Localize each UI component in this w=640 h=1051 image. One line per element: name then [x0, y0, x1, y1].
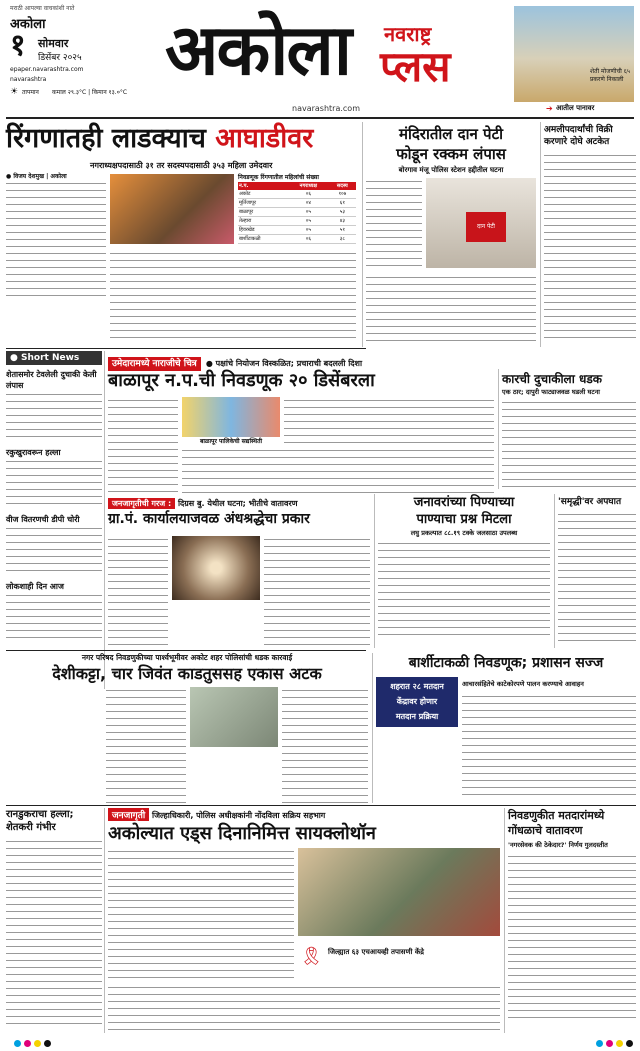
lead-subhead: नगराध्यक्षपदासाठी ३१ तर सदस्यपदासाठी ३५३ महिला उमेदवार	[90, 161, 273, 170]
th-chair: नगराध्यक्ष	[288, 182, 329, 190]
short-news-body	[6, 458, 102, 510]
barshitakli-story	[376, 653, 636, 803]
barshi-box-line-1: शहरात २८ मतदान	[390, 682, 444, 691]
th-np: न.प.	[238, 182, 288, 190]
water-sub: लघु प्रकल्पात ८८.१९ टक्के जलसाठा उपलब्ध	[410, 529, 518, 537]
balapur-cartoon	[182, 397, 280, 437]
registration-mark	[14, 1040, 21, 1047]
superstition-story	[108, 498, 370, 648]
table-cell: बार्शीटाकळी	[238, 235, 288, 244]
boar-headline-2: शेतकरी गंभीर	[6, 822, 56, 833]
women-photo	[110, 174, 234, 244]
barshi-box	[376, 677, 458, 727]
balapur-text-1	[108, 397, 178, 497]
newspaper-title: अकोला	[165, 9, 350, 91]
short-news-headline: रकुखुरावरून हल्ला	[6, 448, 61, 457]
brand-bottom: प्लस	[380, 42, 451, 91]
murtizapur-text	[508, 853, 636, 1023]
strip-text: ● पक्षांचे नियोजन विस्कळित; प्रचाराची बदलली दिशा	[205, 359, 363, 368]
temple-headline-1: मंदिरातील दान पेटी	[398, 125, 504, 143]
registration-mark	[44, 1040, 51, 1047]
aids-text-2	[108, 984, 500, 1030]
table-cell: १०७	[329, 190, 356, 199]
car-accident-story	[502, 371, 636, 489]
murtizapur-headline-1: निवडणुकीत मतदारांमध्ये	[508, 809, 605, 822]
table-cell: ३८	[329, 235, 356, 244]
lead-headline: रिंगणातही लाडक्याच आघाडीवर	[6, 123, 314, 154]
temple-columns	[366, 274, 536, 346]
table-row	[238, 190, 356, 199]
temple-sub: बोरगाव मंजू पोलिस स्टेशन हद्दीतील घटना	[398, 166, 504, 174]
promo-photo	[514, 6, 634, 102]
registration-mark	[606, 1040, 613, 1047]
car-text	[502, 399, 636, 489]
lead-columns	[110, 250, 356, 342]
short-news-headline: लोकशाही दिन आज	[6, 582, 64, 591]
barshi-text	[462, 693, 636, 801]
weather-icon: ☀	[10, 87, 19, 97]
superstition-text-1	[108, 536, 168, 646]
barshi-headline: बार्शीटाकळी निवडणूक; प्रशासन सज्ज	[408, 655, 604, 671]
table-cell: अकोट	[238, 190, 288, 199]
balapur-text-3	[284, 397, 494, 445]
short-news-body	[6, 391, 102, 443]
table-cell: ०६	[288, 235, 329, 244]
murtizapur-story	[508, 808, 636, 1033]
date-number: १	[10, 28, 26, 63]
drug-arrest-story	[544, 124, 636, 346]
table-row	[238, 217, 356, 226]
short-news-icon: ●	[10, 353, 18, 363]
table-cell: ०५	[288, 208, 329, 217]
weather-readout: कमाल २९.३°C | किमान १३.०°C	[52, 89, 128, 96]
car-headline: कारची दुचाकीला धडक	[502, 372, 603, 386]
table-cell: मूर्तिजापूर	[238, 199, 288, 208]
lead-kicker: ● विजय देशमुख | अकोला	[6, 173, 67, 180]
boar-headline-1: रानडुकराचा हल्ला;	[6, 809, 74, 820]
day-name: सोमवार	[38, 37, 69, 50]
aids-strap	[108, 808, 500, 821]
samruddhi-story	[558, 496, 636, 646]
akot-text-2	[282, 687, 368, 803]
website-url[interactable]: navarashtra.com	[292, 104, 360, 113]
aids-photo-caption: जिल्ह्यात ६३ एचआयव्ही तपासणी केंद्रे	[328, 948, 424, 956]
table-title: निवडणूक रिंगणातील महिलांची संख्या	[238, 174, 319, 181]
akot-headline: देशीकट्टा, चार जिवंत काडतुससह एकास अटक	[52, 664, 322, 683]
registration-mark	[626, 1040, 633, 1047]
aids-cyclothon-story	[108, 808, 500, 1033]
akot-text-1	[106, 687, 186, 803]
water-text	[378, 540, 550, 640]
th-member: सदस्य	[329, 182, 356, 190]
social-handle[interactable]: navarashtra	[10, 76, 47, 83]
drug-text	[544, 152, 636, 344]
superstition-tagline: दिग्रस बु. येथील घटना; भीतीचे वातावरण	[177, 499, 298, 508]
samruddhi-text	[558, 511, 636, 643]
balapur-headline: बाळापूर न.प.ची निवडणूक २० डिसेंबरला	[108, 370, 375, 391]
table-cell: बाळापूर	[238, 208, 288, 217]
murtizapur-headline-2: गोंधळाचे वातावरण	[508, 824, 583, 837]
akot-strap: नगर परिषद निवडणुकीच्या पार्श्वभूमीवर अकोट शहर पोलिसांची धडक कारवाई	[81, 653, 293, 662]
table-cell: ०५	[288, 226, 329, 235]
table-cell: ५३	[329, 208, 356, 217]
short-news	[6, 351, 102, 689]
temple-text	[366, 178, 422, 268]
promo-text: शेती मोजणीची ६५ प्रकरणे निकाली	[590, 68, 630, 83]
temple-headline-2: फोडून रक्कम लंपास	[396, 145, 506, 163]
edition-city: अकोला	[10, 17, 46, 32]
car-sub: एक ठार; दापुरी फाट्याजवळ घडली घटना	[502, 388, 600, 396]
table-cell: हिवरखेड	[238, 226, 288, 235]
aids-text-1	[108, 848, 294, 978]
murtizapur-sub: 'नगरसेवक की ठेकेदार?' निर्णय गुलदस्तीत	[508, 841, 608, 849]
short-news-title: ● Short News	[6, 351, 102, 365]
table-cell: ०६	[288, 190, 329, 199]
short-news-body	[6, 525, 102, 577]
temple-story	[366, 124, 536, 346]
short-news-list	[6, 369, 102, 644]
strip	[108, 351, 636, 369]
superstition-photo	[172, 536, 260, 600]
superstition-strap	[108, 498, 370, 509]
donation-box-label: दान पेटी	[477, 223, 495, 230]
lead-story	[6, 122, 358, 347]
short-news-headline: वीज वितरणची डीपी चोरी	[6, 515, 80, 524]
table-row	[238, 235, 356, 244]
table-cell: ६१	[329, 199, 356, 208]
water-headline-2: पाण्याचा प्रश्न मिटला	[416, 512, 512, 527]
short-news-body	[6, 592, 102, 644]
boar-text	[6, 838, 102, 1028]
balapur-cartoon-caption: बाळापूर पालिकेची सद्यस्थिती	[199, 438, 263, 445]
boar-attack-story	[6, 808, 102, 1033]
tagline: मराठी आपल्या वाचकांशी नाते	[10, 5, 75, 12]
month-year: डिसेंबर २०२५	[38, 53, 82, 63]
registration-mark	[34, 1040, 41, 1047]
akot-police-photo	[190, 687, 278, 747]
superstition-tag: जनजागृतीची गरज :	[108, 498, 175, 509]
lead-body	[6, 180, 106, 300]
donation-box	[466, 212, 506, 242]
table-cell: ४३	[329, 217, 356, 226]
aids-strap-text: जिल्हाधिकारी, पोलिस अधीक्षकांनी नोंदविला सक्रिय सहभाग	[152, 811, 326, 820]
registration-mark	[596, 1040, 603, 1047]
barshi-sub: आचारसंहितेचे काटेकोरपणे पालन करण्याचे आवाहन	[462, 680, 584, 688]
short-news-headline: शेतासमोर टेवलेली दुचाकी केली लंपास	[6, 370, 97, 390]
strip-label: उमेदारामध्ये नाराजीचे चित्र	[108, 357, 201, 371]
table-cell: ०४	[288, 199, 329, 208]
aids-tag: जनजागृती	[108, 808, 149, 821]
aids-headline: अकोल्यात एड्स दिनानिमित्त सायक्लोथॉन	[108, 823, 376, 844]
registration-mark	[616, 1040, 623, 1047]
brand-top: नवराष्ट्र	[384, 22, 432, 46]
barshi-box-line-3: मतदान प्रक्रिया	[395, 712, 439, 721]
weather-label: तापमान	[22, 89, 39, 96]
women-count-table	[238, 182, 356, 244]
table-row	[238, 208, 356, 217]
table-cell: ५१	[329, 226, 356, 235]
samruddhi-headline: 'समृद्धी'वर अपघात	[558, 497, 622, 507]
table-row	[238, 226, 356, 235]
registration-mark	[24, 1040, 31, 1047]
cyclothon-photo	[298, 848, 500, 936]
table-cell: ०५	[288, 217, 329, 226]
red-ribbon-icon: 🎗	[300, 946, 323, 967]
barshi-box-line-2: केंद्रावर होणार	[396, 697, 438, 706]
drug-headline: अमलीपदार्थांची विक्री करणारे दोघे अटकेत	[544, 125, 613, 147]
promo-byline: आतील पानावर	[556, 104, 595, 112]
promo-arrow-icon: ➔	[546, 104, 553, 113]
table-row	[238, 199, 356, 208]
superstition-text-2	[264, 536, 370, 646]
balapur-text-2	[182, 447, 494, 497]
table-cell: तेल्हारा	[238, 217, 288, 226]
water-story	[378, 494, 550, 646]
epaper-url[interactable]: epaper.navarashtra.com	[10, 66, 84, 73]
women-table	[238, 174, 356, 244]
water-headline-1: जनावरांच्या पिण्याच्या	[413, 495, 515, 510]
masthead	[0, 0, 640, 118]
superstition-headline: ग्रा.पं. कार्यालयाजवळ अंधश्रद्धेचा प्रकार	[108, 511, 310, 527]
akot-arrest-story	[6, 653, 368, 803]
